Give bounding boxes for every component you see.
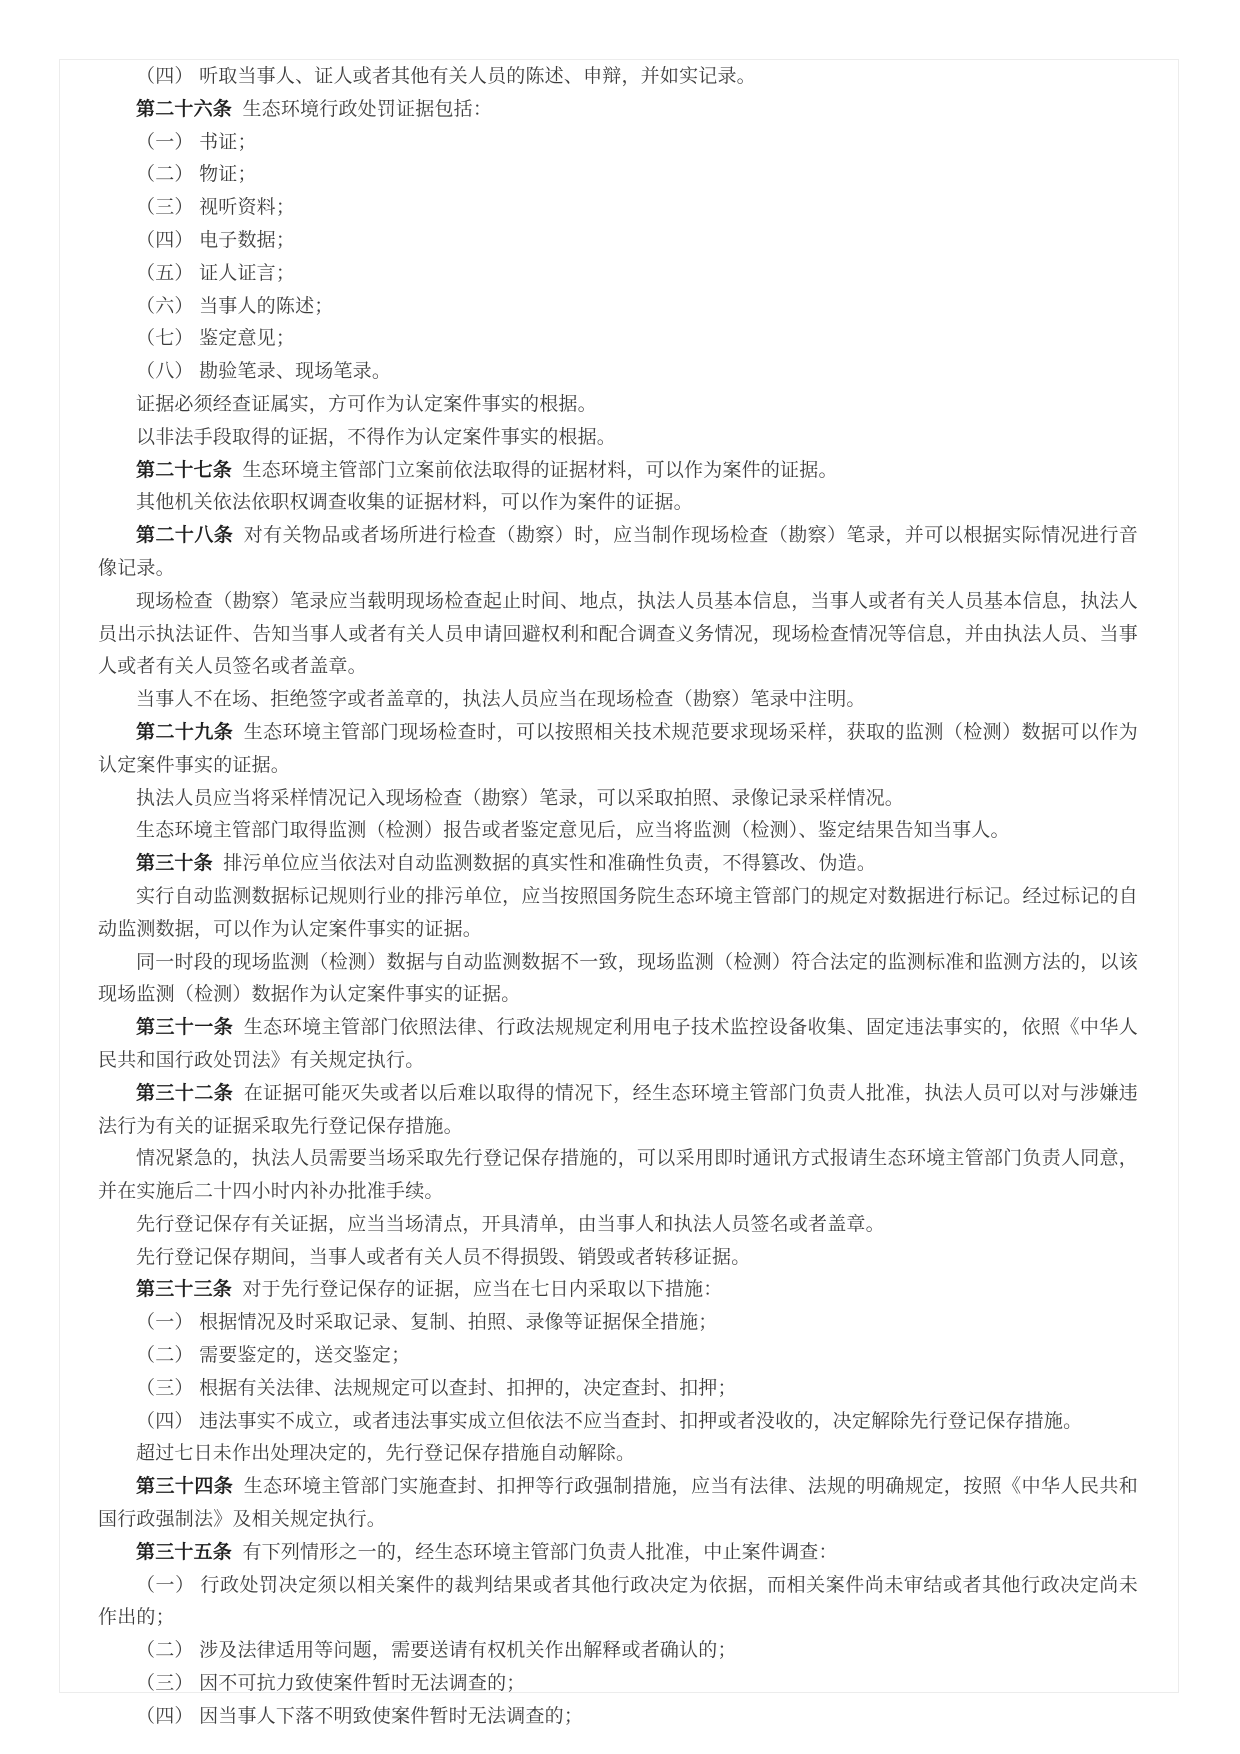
paragraph-text: （二） 需要鉴定的，送交鉴定；	[136, 1345, 411, 1367]
clause-item	[98, 1373, 1138, 1406]
law-paragraph	[98, 422, 1138, 455]
law-paragraph	[98, 684, 1138, 717]
article-paragraph	[98, 848, 1138, 881]
paragraph-text: （四） 因当事人下落不明致使案件暂时无法调查的；	[136, 1705, 584, 1727]
clause-item	[98, 1570, 1138, 1636]
paragraph-text: （二） 涉及法律适用等问题，需要送请有权机关作出解释或者确认的；	[136, 1640, 737, 1662]
article-number: 第三十二条	[136, 1082, 234, 1104]
clause-item	[98, 1635, 1138, 1668]
law-paragraph	[98, 586, 1138, 684]
article-paragraph	[98, 1078, 1138, 1144]
article-number: 第三十条	[136, 853, 213, 875]
paragraph-text: （二） 物证；	[136, 164, 257, 186]
paragraph-text: 其他机关依法依职权调查收集的证据材料，可以作为案件的证据。	[136, 492, 693, 514]
paragraph-text: 先行登记保存期间，当事人或者有关人员不得损毁、销毁或者转移证据。	[136, 1246, 751, 1268]
article-number: 第三十四条	[136, 1476, 234, 1498]
paragraph-text: 排污单位应当依法对自动监测数据的真实性和准确性负责，不得篡改、伪造。	[223, 853, 877, 875]
paragraph-text: （三） 根据有关法律、法规规定可以查封、扣押的，决定查封、扣押；	[136, 1377, 737, 1399]
article-paragraph	[98, 717, 1138, 783]
paragraph-text: 生态环境主管部门实施查封、扣押等行政强制措施，应当有法律、法规的明确规定，按照《中华人民共和国行政强制法》及相关规定执行。	[98, 1476, 1138, 1531]
law-paragraph	[98, 1242, 1138, 1275]
paragraph-text: 以非法手段取得的证据，不得作为认定案件事实的根据。	[136, 426, 617, 448]
article-paragraph	[98, 94, 1138, 127]
clause-item	[98, 1340, 1138, 1373]
law-paragraph	[98, 881, 1138, 947]
paragraph-text: （五） 证人证言；	[136, 262, 296, 284]
paragraph-text: （六） 当事人的陈述；	[136, 295, 334, 317]
paragraph-text: 同一时段的现场监测（检测）数据与自动监测数据不一致，现场监测（检测）符合法定的监测标准和监测方法的，以该现场监测（检测）数据作为认定案件事实的证据。	[98, 951, 1138, 1006]
paragraph-text: 对有关物品或者场所进行检查（勘察）时，应当制作现场检查（勘察）笔录，并可以根据实际情况进行音像记录。	[98, 525, 1138, 579]
law-paragraph	[98, 487, 1138, 520]
article-number: 第二十七条	[136, 459, 233, 481]
paragraph-text: 生态环境主管部门立案前依法取得的证据材料，可以作为案件的证据。	[242, 459, 838, 481]
article-paragraph	[98, 1471, 1138, 1537]
paragraph-text: （一） 根据情况及时采取记录、复制、拍照、录像等证据保全措施；	[136, 1312, 718, 1334]
clause-item	[98, 323, 1138, 356]
paragraph-text: 有下列情形之一的，经生态环境主管部门负责人批准，中止案件调查：	[242, 1541, 838, 1563]
article-number: 第三十一条	[136, 1017, 234, 1039]
clause-item	[98, 192, 1138, 225]
paragraph-text: （三） 视听资料；	[136, 197, 296, 219]
paragraph-text: 证据必须经查证属实，方可作为认定案件事实的根据。	[136, 393, 597, 415]
document-page	[59, 59, 1179, 1727]
paragraph-text: 实行自动监测数据标记规则行业的排污单位，应当按照国务院生态环境主管部门的规定对数据进行标记。经过标记的自动监测数据，可以作为认定案件事实的证据。	[98, 885, 1138, 940]
clause-item	[98, 1668, 1138, 1701]
paragraph-text: （四） 违法事实不成立，或者违法事实成立但依法不应当查封、扣押或者没收的，决定解除先行登记保存措施。	[136, 1410, 1083, 1432]
clause-item	[98, 1701, 1138, 1734]
article-paragraph	[98, 1274, 1138, 1307]
document-body	[60, 60, 1178, 1734]
paragraph-text: （三） 因不可抗力致使案件暂时无法调查的；	[136, 1673, 526, 1695]
law-paragraph	[98, 947, 1138, 1013]
paragraph-text: （四） 听取当事人、证人或者其他有关人员的陈述、申辩，并如实记录。	[136, 66, 756, 87]
article-paragraph	[98, 1537, 1138, 1570]
clause-item	[98, 258, 1138, 291]
clause-item	[98, 127, 1138, 160]
article-number: 第二十九条	[136, 721, 234, 743]
paragraph-text: 生态环境主管部门现场检查时，可以按照相关技术规范要求现场采样，获取的监测（检测）数据可以作为认定案件事实的证据。	[98, 721, 1138, 776]
law-paragraph	[98, 1209, 1138, 1242]
law-paragraph	[98, 1438, 1138, 1471]
article-paragraph	[98, 1012, 1138, 1078]
clause-item	[98, 291, 1138, 324]
paragraph-text: 生态环境主管部门取得监测（检测）报告或者鉴定意见后，应当将监测（检测）、鉴定结果告知当事人。	[136, 820, 1010, 842]
law-paragraph	[98, 783, 1138, 816]
paragraph-text: 执法人员应当将采样情况记入现场检查（勘察）笔录，可以采取拍照、录像记录采样情况。	[136, 787, 905, 809]
paragraph-text: 对于先行登记保存的证据，应当在七日内采取以下措施：	[242, 1279, 723, 1301]
paragraph-text: 生态环境主管部门依照法律、行政法规规定利用电子技术监控设备收集、固定违法事实的，依照《中华人民共和国行政处罚法》有关规定执行。	[98, 1017, 1138, 1071]
paragraph-text: （七） 鉴定意见；	[136, 328, 296, 350]
paragraph-text: （一） 行政处罚决定须以相关案件的裁判结果或者其他行政决定为依据，而相关案件尚未审结或者其他行政决定尚未作出的；	[98, 1574, 1138, 1629]
article-paragraph	[98, 455, 1138, 488]
law-paragraph	[98, 389, 1138, 422]
paragraph-text: （四） 电子数据；	[136, 229, 296, 251]
paragraph-text: 生态环境行政处罚证据包括：	[242, 98, 493, 120]
paragraph-text: 在证据可能灭失或者以后难以取得的情况下，经生态环境主管部门负责人批准，执法人员可以对与涉嫌违法行为有关的证据采取先行登记保存措施。	[98, 1082, 1138, 1137]
article-paragraph	[98, 520, 1138, 586]
article-number: 第二十六条	[136, 98, 233, 120]
article-number: 第三十五条	[136, 1541, 233, 1563]
clause-item	[98, 1406, 1138, 1439]
paragraph-text: （一） 书证；	[136, 131, 257, 153]
paragraph-text: 情况紧急的，执法人员需要当场采取先行登记保存措施的，可以采用即时通讯方式报请生态环境主管部门负责人同意，并在实施后二十四小时内补办批准手续。	[98, 1148, 1138, 1203]
paragraph-text: （八） 勘验笔录、现场笔录。	[136, 361, 392, 383]
clause-item	[98, 61, 1138, 94]
clause-item	[98, 159, 1138, 192]
law-paragraph	[98, 1143, 1138, 1209]
paragraph-text: 超过七日未作出处理决定的，先行登记保存措施自动解除。	[136, 1443, 636, 1465]
paragraph-text: 当事人不在场、拒绝签字或者盖章的，执法人员应当在现场检查（勘察）笔录中注明。	[136, 689, 866, 711]
paragraph-text: 现场检查（勘察）笔录应当载明现场检查起止时间、地点，执法人员基本信息，当事人或者有关人员基本信息，执法人员出示执法证件、告知当事人或者有关人员申请回避权利和配合调查义务情况，现场检查情况等信息，并由执法人员、当事人或者有关人员签名或者盖章。	[98, 590, 1138, 678]
article-number: 第二十八条	[136, 525, 234, 547]
law-paragraph	[98, 815, 1138, 848]
article-number: 第三十三条	[136, 1279, 233, 1301]
clause-item	[98, 356, 1138, 389]
clause-item	[98, 225, 1138, 258]
paragraph-text: 先行登记保存有关证据，应当当场清点，开具清单，由当事人和执法人员签名或者盖章。	[136, 1213, 885, 1235]
clause-item	[98, 1307, 1138, 1340]
